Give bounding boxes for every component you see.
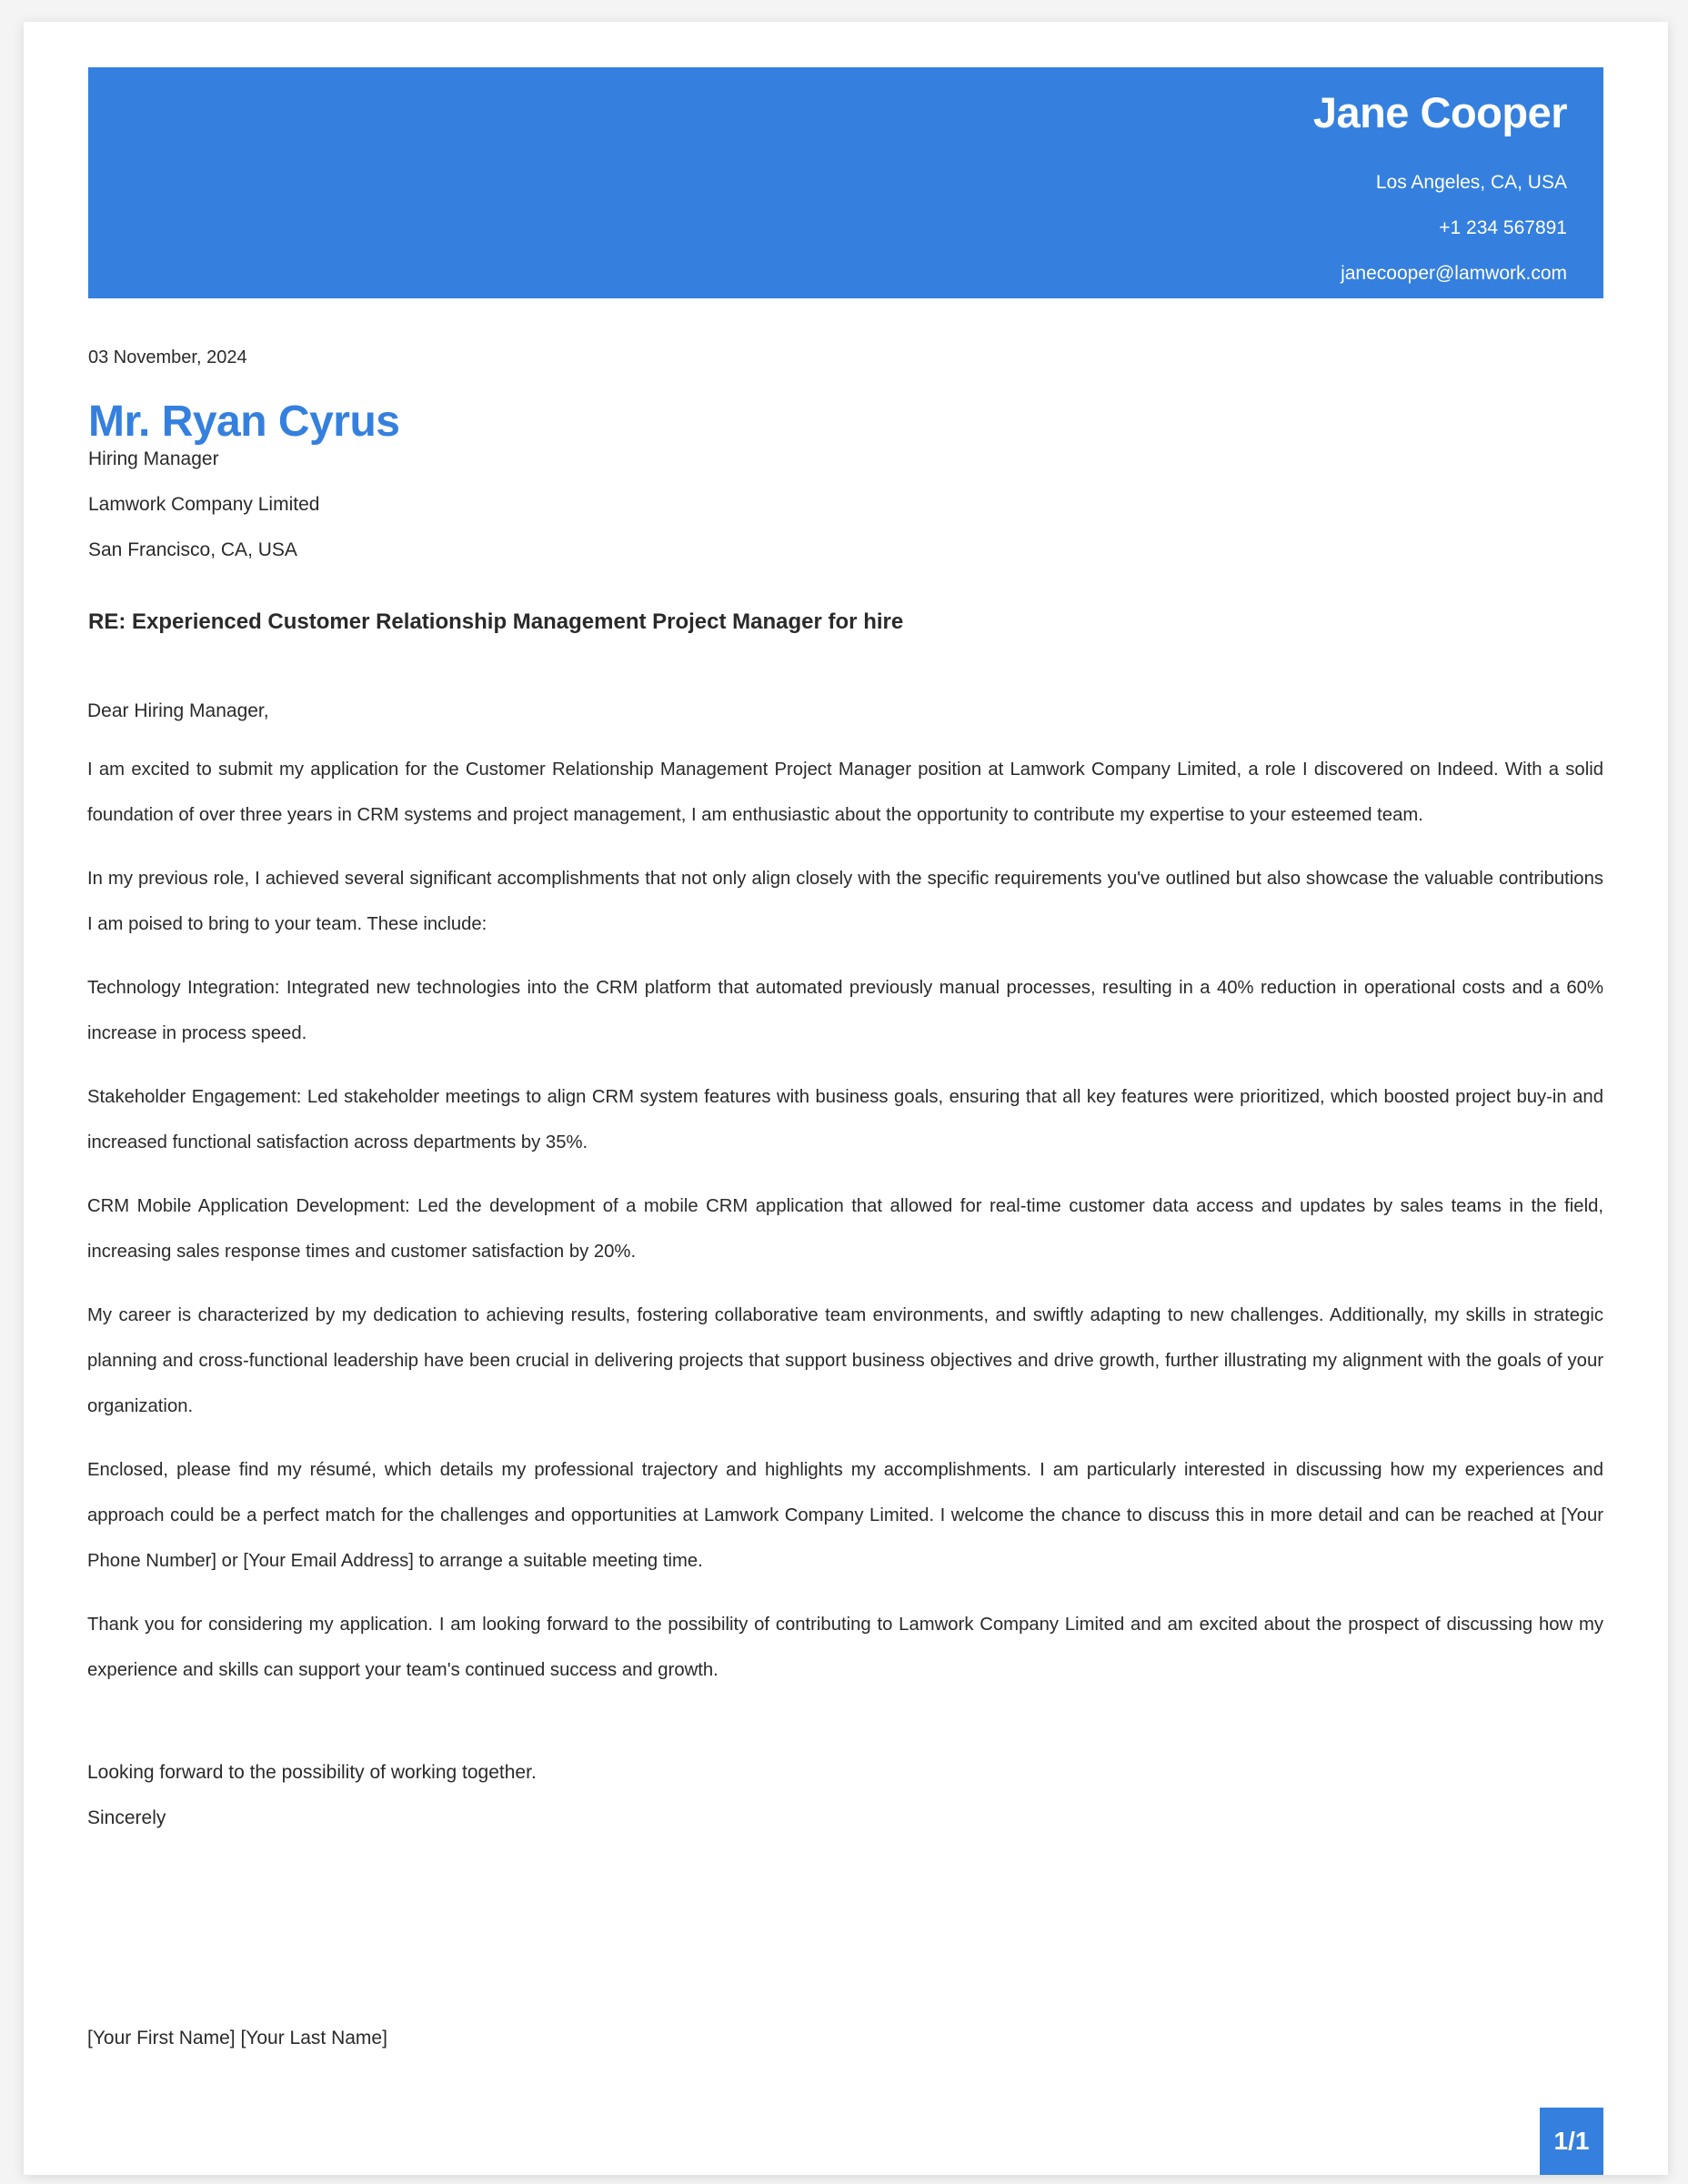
sign-off: Sincerely	[87, 1807, 166, 1828]
body-paragraph: Stakeholder Engagement: Led stakeholder meetings to align CRM system features with business goals, ensuring that all key features were prioritized, which boosted project buy-in and increased functional satisfaction across departments by 35%.	[87, 1087, 1603, 1152]
recipient-name: Mr. Ryan Cyrus	[88, 398, 400, 446]
sender-phone: +1 234 567891	[1439, 217, 1567, 238]
letter-page	[24, 22, 1668, 2175]
recipient-location: San Francisco, CA, USA	[88, 539, 297, 560]
letter-subject: RE: Experienced Customer Relationship Management Project Manager for hire	[88, 609, 904, 634]
recipient-title: Hiring Manager	[88, 448, 219, 469]
salutation: Dear Hiring Manager,	[87, 700, 269, 721]
body-paragraph: My career is characterized by my dedication to achieving results, fostering collaborative team environments, and swiftly adapting to new challenges. Additionally, my skills in strategic planning and cross-functional leadership have been crucial in delivering projects that support business objectives and drive growth, further illustrating my alignment with the goals of your organization.	[87, 1305, 1603, 1416]
body-paragraph: Technology Integration: Integrated new technologies into the CRM platform that automated previously manual processes, resulting in a 40% reduction in operational costs and a 60% increase in process speed.	[87, 978, 1603, 1043]
body-paragraph: I am excited to submit my application for the Customer Relationship Management Project Manager position at Lamwork Company Limited, a role I discovered on Indeed. With a solid foundation of over three years in CRM systems and project management, I am enthusiastic about the opportunity to contribute my expertise to your esteemed team.	[87, 760, 1603, 825]
body-paragraph: Enclosed, please find my résumé, which details my professional trajectory and highlights my accomplishments. I am particularly interested in discussing how my experiences and approach could be a perfect match for the challenges and opportunities at Lamwork Company Limited. I welcome the chance to discuss this in more detail and can be reached at [Your Phone Number] or [Your Email Address] to arrange a suitable meeting time.	[87, 1460, 1603, 1571]
body-paragraph: In my previous role, I achieved several significant accomplishments that not only align closely with the specific requirements you've outlined but also showcase the valuable contributions I am poised to bring to your team. These include:	[87, 869, 1603, 934]
sender-name: Jane Cooper	[1312, 88, 1567, 136]
sender-location: Los Angeles, CA, USA	[1375, 172, 1567, 193]
sender-header	[88, 67, 1603, 298]
letter-date: 03 November, 2024	[88, 347, 247, 367]
sender-email: janecooper@lamwork.com	[1341, 263, 1567, 284]
page-indicator: 1/1	[1540, 2108, 1603, 2175]
body-paragraph: CRM Mobile Application Development: Led the development of a mobile CRM application that allowed for real-time customer data access and updates by sales teams in the field, increasing sales response times and customer satisfaction by 20%.	[87, 1196, 1603, 1262]
signature-name: [Your First Name] [Your Last Name]	[87, 2028, 387, 2048]
body-paragraph: Thank you for considering my application. I am looking forward to the possibility of contributing to Lamwork Company Limited and am excited about the prospect of discussing how my experience and skills can support your team's continued success and growth.	[87, 1615, 1603, 1680]
closing-line: Looking forward to the possibility of working together.	[87, 1762, 537, 1783]
recipient-company: Lamwork Company Limited	[88, 494, 320, 515]
